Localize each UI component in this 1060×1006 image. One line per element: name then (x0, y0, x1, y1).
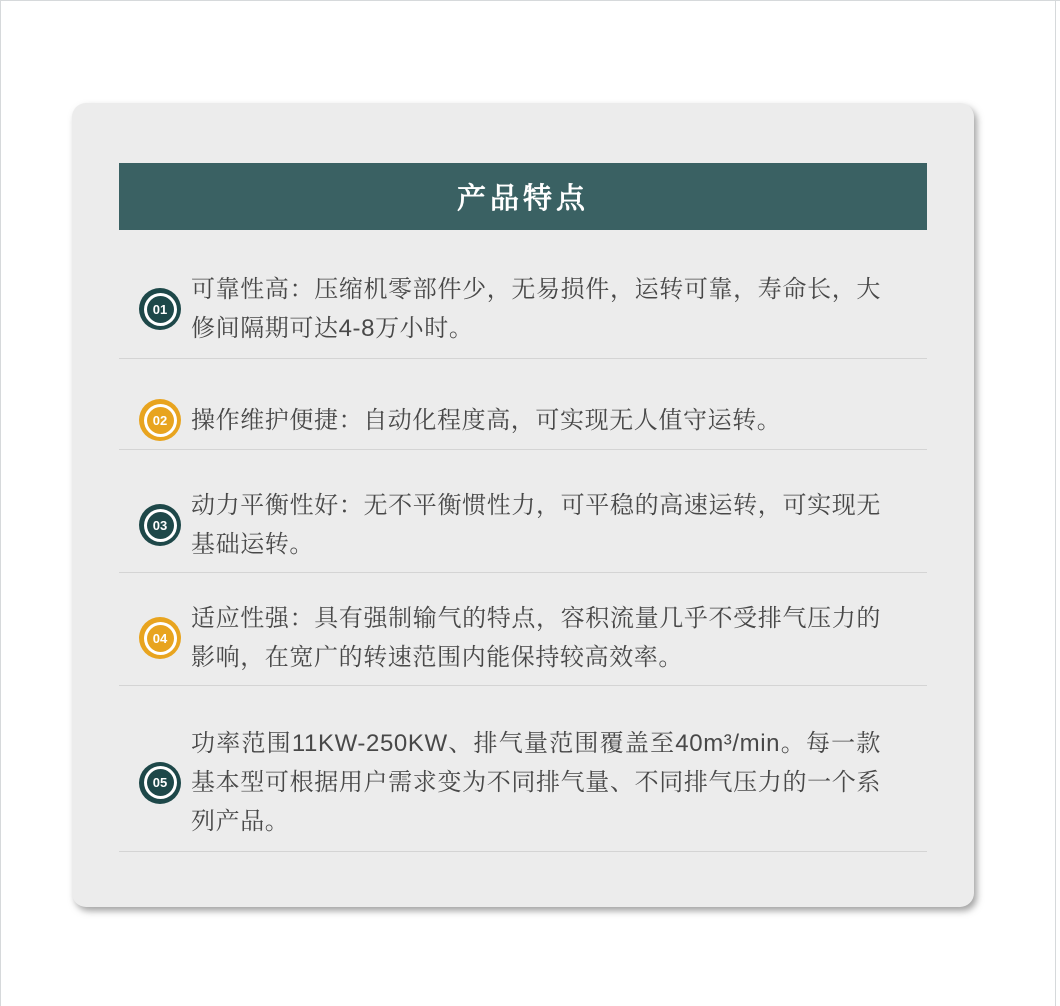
feature-number: 01 (147, 296, 174, 323)
badge-ring (144, 293, 177, 326)
feature-item-4 (119, 573, 927, 686)
badge-ring (144, 766, 177, 799)
feature-text: 功率范围11KW-250KW、排气量范围覆盖至40m³/min。每一款基本型可根据用户需求变为不同排气量、不同排气压力的一个系列产品。 (191, 730, 881, 835)
window-edge-right (1055, 0, 1056, 1006)
feature-text: 操作维护便捷：自动化程度高，可实现无人值守运转。 (191, 406, 782, 434)
window-edge-top (0, 0, 1060, 1)
product-features-card (72, 103, 974, 907)
badge-ring (144, 622, 177, 655)
feature-item-3 (119, 450, 927, 573)
feature-number: 05 (147, 769, 174, 796)
feature-item-1 (119, 230, 927, 359)
badge-ring (144, 404, 177, 437)
feature-item-5 (119, 686, 927, 852)
section-title: 产品特点 (456, 183, 589, 215)
feature-text: 动力平衡性好：无不平衡惯性力，可平稳的高速运转，可实现无基础运转。 (191, 492, 881, 558)
feature-number-badge (139, 762, 181, 804)
feature-number: 02 (147, 407, 174, 434)
section-title-bar (119, 163, 927, 230)
feature-list (119, 230, 927, 852)
feature-number-badge (139, 504, 181, 546)
feature-text: 适应性强：具有强制输气的特点，容积流量几乎不受排气压力的影响，在宽广的转速范围内能保持较高效率。 (191, 605, 881, 671)
feature-number: 04 (147, 625, 174, 652)
feature-text: 可靠性高：压缩机零部件少，无易损件，运转可靠，寿命长，大修间隔期可达4-8万小时。 (191, 276, 881, 342)
feature-number-badge (139, 617, 181, 659)
feature-number-badge (139, 399, 181, 441)
feature-number: 03 (147, 512, 174, 539)
feature-number-badge (139, 288, 181, 330)
feature-item-2 (119, 359, 927, 450)
badge-ring (144, 509, 177, 542)
window-edge-left (0, 0, 1, 1006)
